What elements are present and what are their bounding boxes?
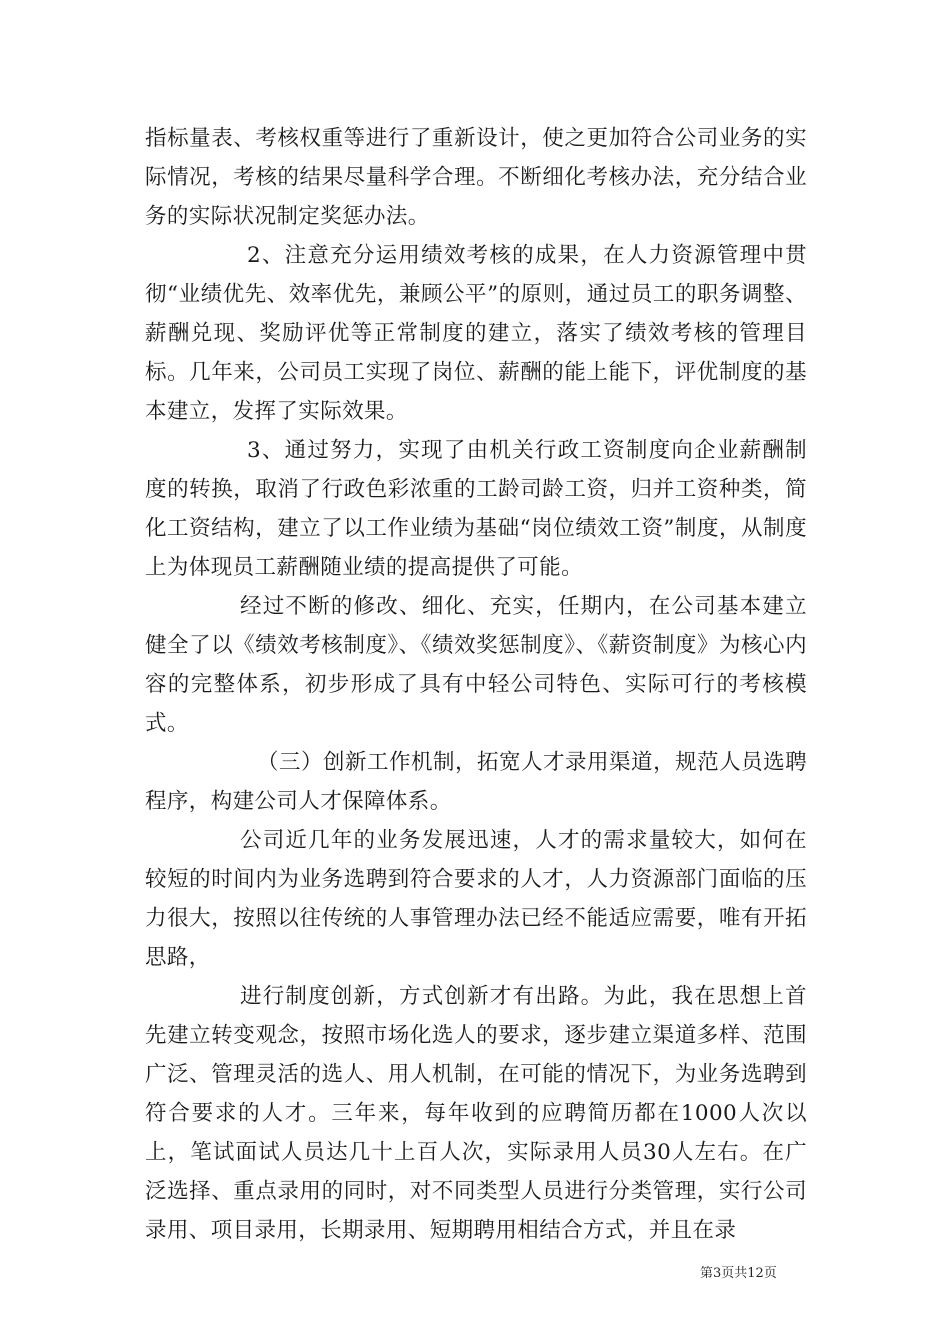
paragraph-summary: 经过不断的修改、细化、充实，任期内，在公司基本建立健全了以《绩效考核制度》、《绩效奖惩制度》、《薪资制度》为核心内容的完整体系，初步形成了具有中轻公司特色、实际可行的考核模式。: [145, 594, 807, 736]
page-number: 第3页共12页: [700, 1266, 777, 1281]
document-body: [145, 119, 807, 1250]
paragraph-business-growth: 公司近几年的业务发展迅速，人才的需求量较大，如何在较短的时间内为业务选聘到符合要求的人才，人力资源部门面临的压力很大，按照以往传统的人事管理办法已经不能适应需要，唯有开拓思路，: [145, 828, 807, 970]
paragraph-item-3: 3、通过努力，实现了由机关行政工资制度向企业薪酬制度的转换，取消了行政色彩浓重的工龄司龄工资，归并工资种类，简化工资结构，建立了以工作业绩为基础“岗位绩效工资”制度，从制度上为体现员工薪酬随业绩的提高提供了可能。: [145, 438, 807, 580]
paragraph-item-2: 2、注意充分运用绩效考核的成果，在人力资源管理中贯彻“业绩优先、效率优先，兼顾公平”的原则，通过员工的职务调整、薪酬兑现、奖励评优等正常制度的建立，落实了绩效考核的管理目标。几年来，公司员工实现了岗位、薪酬的能上能下，评优制度的基本建立，发挥了实际效果。: [145, 243, 807, 424]
paragraph-innovation: 进行制度创新，方式创新才有出路。为此，我在思想上首先建立转变观念，按照市场化选人的要求，逐步建立渠道多样、范围广泛、管理灵活的选人、用人机制，在可能的情况下，为业务选聘到符合要求的人才。三年来，每年收到的应聘简历都在1000人次以上，笔试面试人员达几十上百人次，实际录用人员30人左右。在广泛选择、重点录用的同时，对不同类型人员进行分类管理，实行公司录用、项目录用，长期录用、短期聘用相结合方式，并且在录: [145, 984, 807, 1243]
section-heading-3: （三）创新工作机制，拓宽人才录用渠道，规范人员选聘程序，构建公司人才保障体系。: [145, 750, 807, 814]
paragraph-continuation: 指标量表、考核权重等进行了重新设计，使之更加符合公司业务的实际情况，考核的结果尽量科学合理。不断细化考核办法，充分结合业务的实际状况制定奖惩办法。: [145, 126, 807, 229]
